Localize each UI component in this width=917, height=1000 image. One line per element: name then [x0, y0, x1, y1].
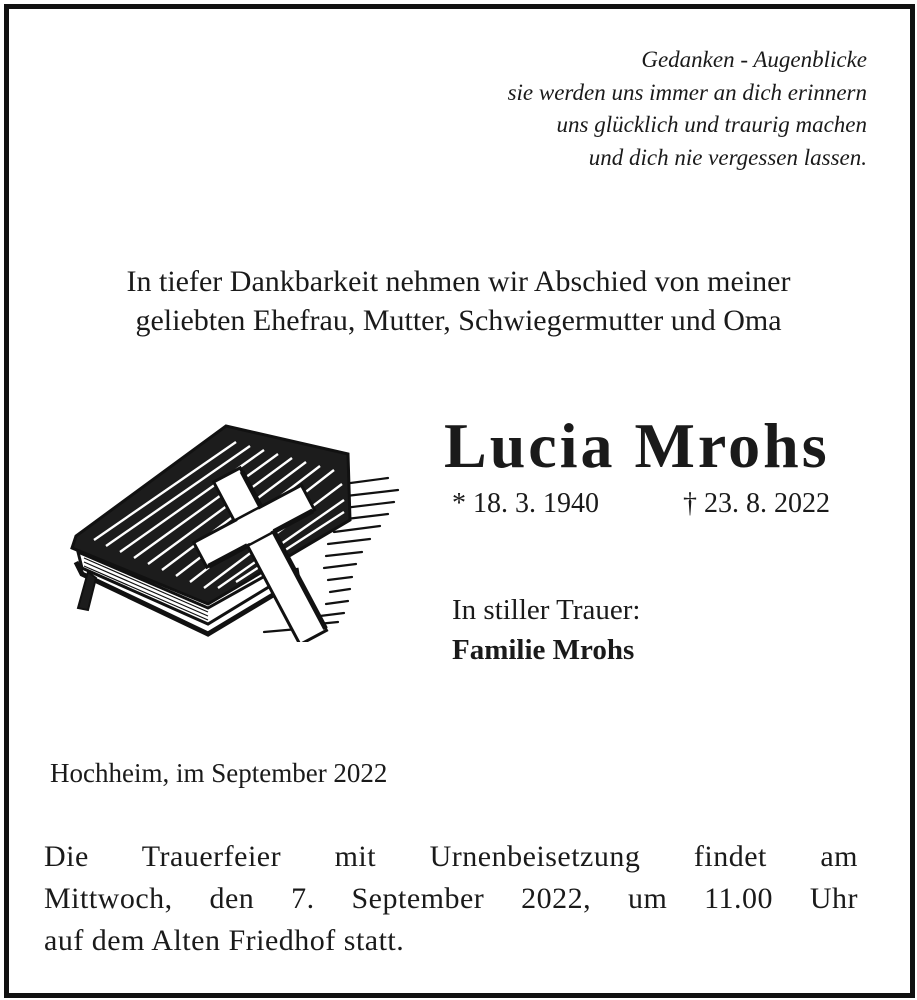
service-info: [44, 836, 858, 962]
bible-with-cross-icon: [58, 412, 404, 642]
poem-line: und dich nie vergessen lassen.: [588, 144, 867, 170]
service-line: auf dem Alten Friedhof statt.: [44, 924, 405, 957]
poem: [508, 44, 867, 174]
service-line: Mittwoch, den 7. September 2022, um 11.00 Uhr: [44, 882, 858, 915]
death-date: † 23. 8. 2022: [683, 488, 830, 519]
poem-line: Gedanken - Augenblicke: [641, 47, 867, 72]
mourners-label: In stiller Trauer:: [452, 594, 641, 626]
intro-line: geliebten Ehefrau, Mutter, Schwiegermutter und Oma: [135, 304, 782, 337]
intro-line: In tiefer Dankbarkeit nehmen wir Abschied von meiner: [126, 265, 791, 298]
place-date: Hochheim, im September 2022: [50, 758, 388, 788]
deceased-name: Lucia Mrohs: [444, 410, 830, 481]
intro-text: [0, 262, 917, 340]
mourners-family: Familie Mrohs: [452, 634, 635, 666]
birth-date: * 18. 3. 1940: [452, 488, 599, 519]
service-line: Die Trauerfeier mit Urnenbeisetzung findet am: [44, 840, 858, 873]
poem-line: sie werden uns immer an dich erinnern: [507, 79, 867, 105]
poem-line: uns glücklich und traurig machen: [556, 112, 867, 137]
